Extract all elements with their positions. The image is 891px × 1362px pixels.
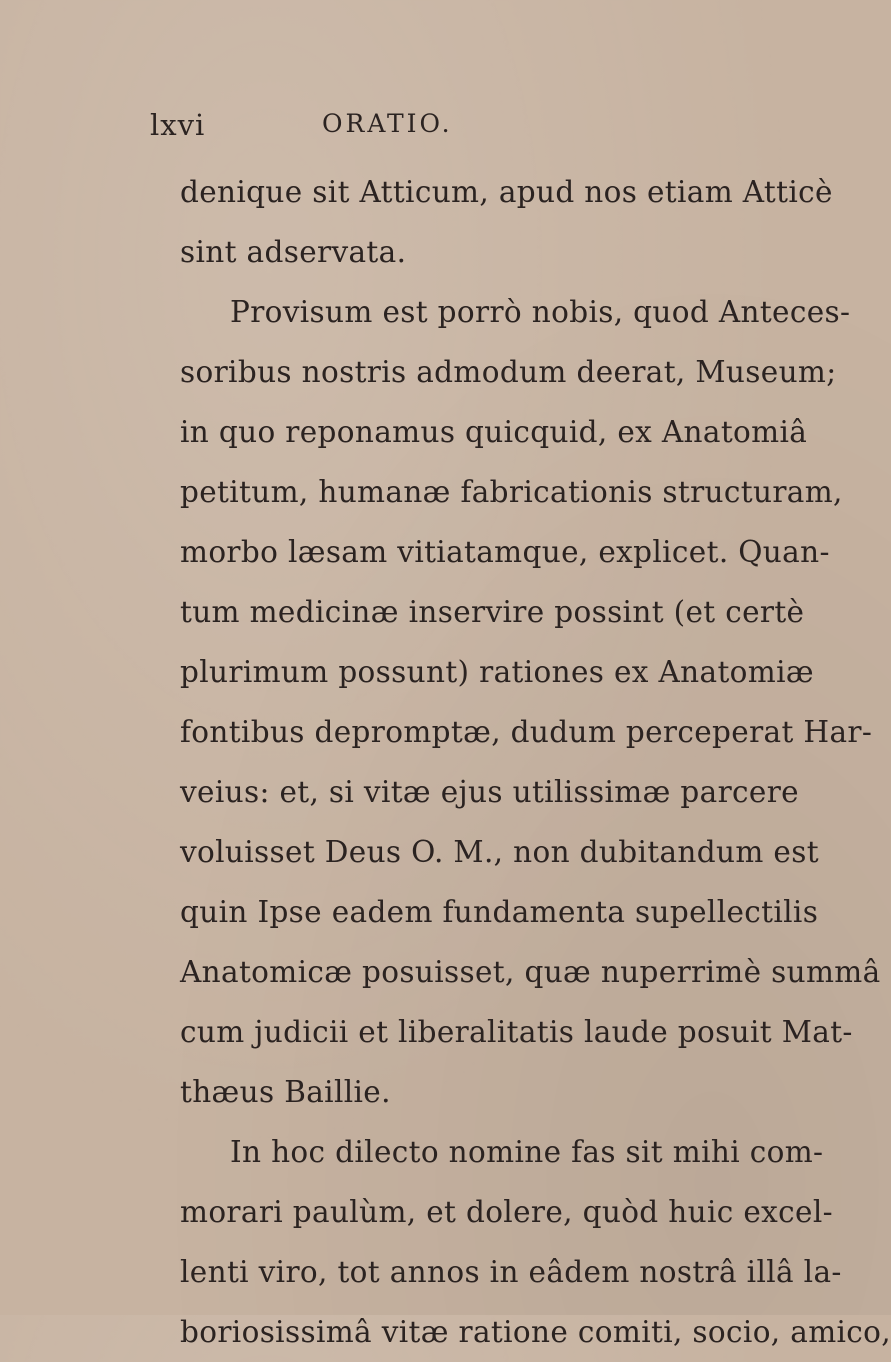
running-title: ORATIO.: [322, 109, 453, 138]
body-text: [180, 162, 891, 1362]
text-line: morari paulùm, et dolere, quòd huic excel-: [180, 1195, 833, 1229]
page-number: lxvi: [150, 108, 206, 142]
text-line: Provisum est porrò nobis, quod Anteces-: [230, 295, 851, 329]
text-line: lenti viro, tot annos in eâdem nostrâ illâ la-: [180, 1255, 842, 1289]
text-line: in quo reponamus quicquid, ex Anatomiâ: [180, 415, 808, 449]
page-header: [0, 108, 800, 148]
text-line: soribus nostris admodum deerat, Museum;: [180, 355, 837, 389]
text-line: quin Ipse eadem fundamenta supellectilis: [180, 895, 819, 929]
text-line: voluisset Deus O. M., non dubitandum est: [180, 835, 819, 869]
text-line: plurimum possunt) rationes ex Anatomiæ: [180, 655, 814, 689]
text-line: cum judicii et liberalitatis laude posuit Mat-: [180, 1015, 853, 1049]
text-line: sint adservata.: [180, 235, 407, 269]
text-line: In hoc dilecto nomine fas sit mihi com-: [230, 1135, 824, 1169]
text-line: tum medicinæ inservire possint (et certè: [180, 595, 805, 629]
text-line: boriosissimâ vitæ ratione comiti, socio, amico,: [180, 1315, 891, 1349]
text-line: petitum, humanæ fabricationis structuram,: [180, 475, 843, 509]
text-line: denique sit Atticum, apud nos etiam Atticè: [180, 175, 833, 209]
text-line: veius: et, si vitæ ejus utilissimæ parcere: [180, 775, 799, 809]
text-line: Anatomicæ posuisset, quæ nuperrimè summâ: [180, 955, 881, 989]
text-line: thæus Baillie.: [180, 1075, 391, 1109]
text-line: fontibus depromptæ, dudum perceperat Har-: [180, 715, 873, 749]
text-line: morbo læsam vitiatamque, explicet. Quan-: [180, 535, 830, 569]
